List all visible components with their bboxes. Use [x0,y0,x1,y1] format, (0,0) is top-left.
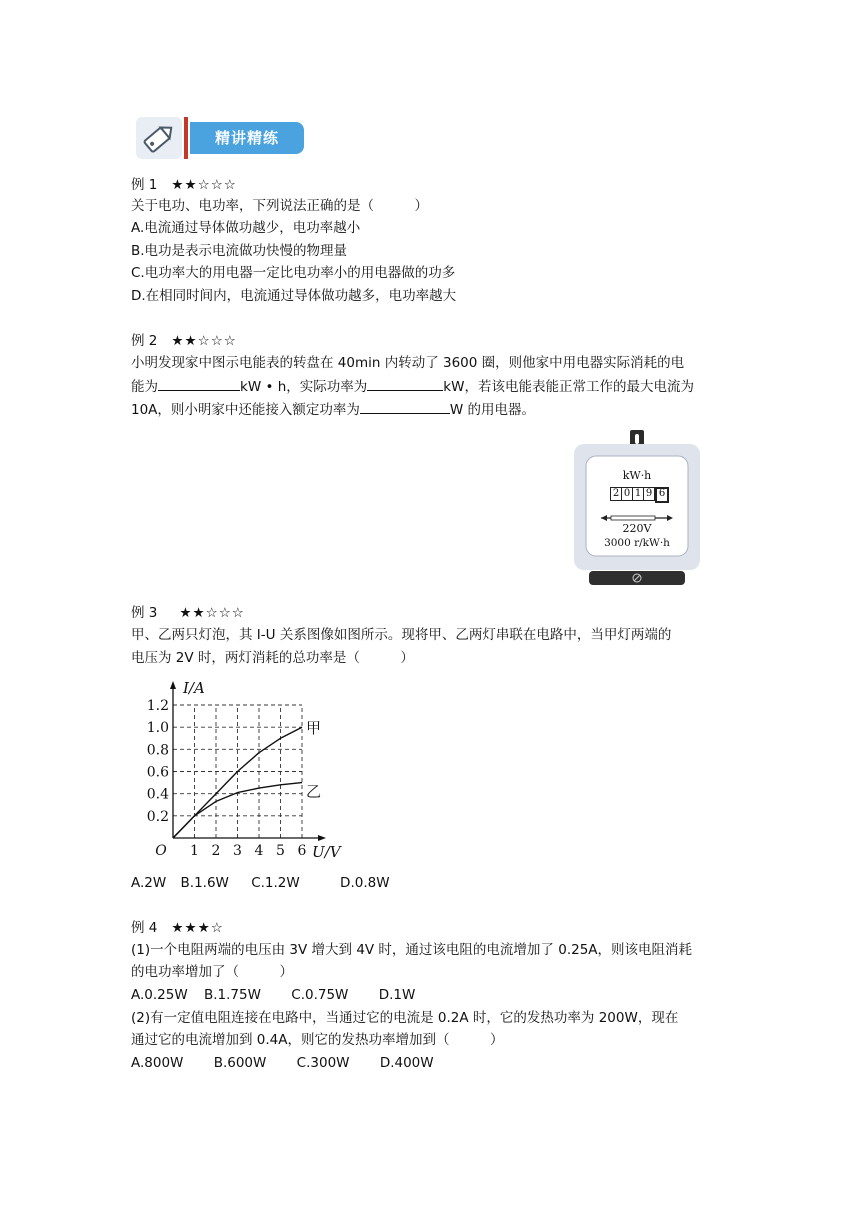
y-tick-label: 1.2 [146,698,169,714]
x-tick-label: 4 [254,843,264,859]
q4-p1-option-d: D.1W [378,987,416,1003]
q2-line-3: 10A，则小明家中还能接入额定功率为 W 的用电器。 [131,399,535,420]
q3-option-d: D.0.8W [340,875,390,891]
origin-label: O [155,843,167,859]
x-tick-label: 6 [297,843,307,859]
q2-heading [131,331,237,351]
q1-option-b: B.电功是表示电流做功快慢的物理量 [131,243,348,259]
x-axis-arrow [318,835,326,841]
q4-p1-line-1: (1)一个电阻两端的电压由 3V 增大到 4V 时，通过该电阻的电流增加了 0.25A，则该电阻消耗 [131,942,693,958]
section-banner [136,117,304,159]
banner-divider [184,117,188,159]
y-axis-label: I/A [183,679,205,697]
y-tick-label: 0.4 [146,786,169,803]
series-label: 甲 [306,719,322,738]
q1-heading [131,175,237,195]
q4-p1-option-b: B.1.75W [204,987,261,1003]
meter-constant: 3000 r/kW·h [604,537,670,549]
q3-option-c: C.1.2W [251,875,300,891]
banner-title: 精讲精练 [190,122,304,154]
meter-voltage: 220V [622,522,652,535]
q4-label: 例 4 [131,920,158,936]
y-axis-arrow [170,681,176,689]
q2-line-1: 小明发现家中图示电能表的转盘在 40min 内转动了 3600 圈，则他家中用电器实际消耗的电 [131,355,685,371]
y-tick-label: 0.8 [146,742,169,759]
pen-tag-icon [136,117,182,159]
q1-option-d: D.在相同时间内，电流通过导体做功越多，电功率越大 [131,288,457,304]
q2-label: 例 2 [131,333,158,349]
q1-option-c: C.电功率大的用电器一定比电功率小的用电器做的功多 [131,265,456,281]
meter-digit: 0 [622,487,633,501]
meter-digit: 1 [633,487,644,501]
q3-line-2: 电压为 2V 时，两灯消耗的总功率是（ ） [131,650,414,666]
q4-p1-line-2: 的电功率增加了（ ） [131,964,293,980]
meter-digits [610,487,669,500]
q3-option-a: A.2W [131,875,167,891]
q1-label: 例 1 [131,177,158,193]
q2-blank-power[interactable] [367,376,443,391]
x-tick-label: 1 [190,843,199,859]
electric-meter [571,427,703,587]
q1-stars: ★★☆☆☆ [171,177,237,193]
q4-heading [131,918,224,938]
y-tick-label: 0.2 [146,808,169,825]
q1-stem: 关于电功、电功率，下列说法正确的是（ ） [131,198,428,214]
q3-label: 例 3 [131,605,158,621]
y-tick-label: 1.0 [146,720,169,737]
q4-stars: ★★★☆ [171,920,224,936]
q2-stars: ★★☆☆☆ [171,333,237,349]
y-tick-label: 0.6 [146,764,169,781]
q4-p2-option-b: B.600W [213,1055,267,1071]
series-label: 乙 [306,782,322,801]
q4-p2-line-2: 通过它的电流增加到 0.4A，则它的发热功率增加到（ ） [131,1032,504,1048]
x-tick-label: 3 [233,843,242,859]
q4-p2-line-1: (2)有一定值电阻连接在电路中，当通过它的电流是 0.2A 时，它的发热功率为 200W，现在 [131,1010,679,1026]
q3-line-1: 甲、乙两只灯泡，其 I-U 关系图像如图所示。现将甲、乙两灯串联在电路中，当甲灯两端的 [131,627,672,643]
q3-heading [131,603,245,623]
q2-blank-energy[interactable] [158,376,240,391]
meter-unit: kW·h [622,469,652,482]
q2-line-2: 能为 kW • h，实际功率为 kW，若该电能表能正常工作的最大电流为 [131,376,694,397]
iu-chart-svg [131,672,351,867]
q4-p2-option-c: C.300W [296,1055,350,1071]
x-axis-label: U/V [312,843,341,861]
meter-digit: 6 [655,487,669,503]
q3-stars: ★★☆☆☆ [179,605,245,621]
q4-p1-option-c: C.0.75W [291,987,349,1003]
q4-p2-option-d: D.400W [379,1055,434,1071]
q4-p1-options [131,985,415,1005]
q3-option-b: B.1.6W [180,875,229,891]
iu-chart [131,672,351,867]
x-tick-label: 2 [211,843,221,859]
q4-p2-option-a: A.800W [131,1055,184,1071]
meter-digit: 2 [610,487,622,501]
x-tick-label: 5 [276,843,285,859]
q4-p2-options [131,1053,434,1073]
q4-p1-option-a: A.0.25W [131,987,188,1003]
meter-digit: 9 [644,487,655,501]
q1-option-a: A.电流通过导体做功越少，电功率越小 [131,220,361,236]
q2-blank-rated-power[interactable] [360,399,450,414]
q3-options [131,873,390,893]
